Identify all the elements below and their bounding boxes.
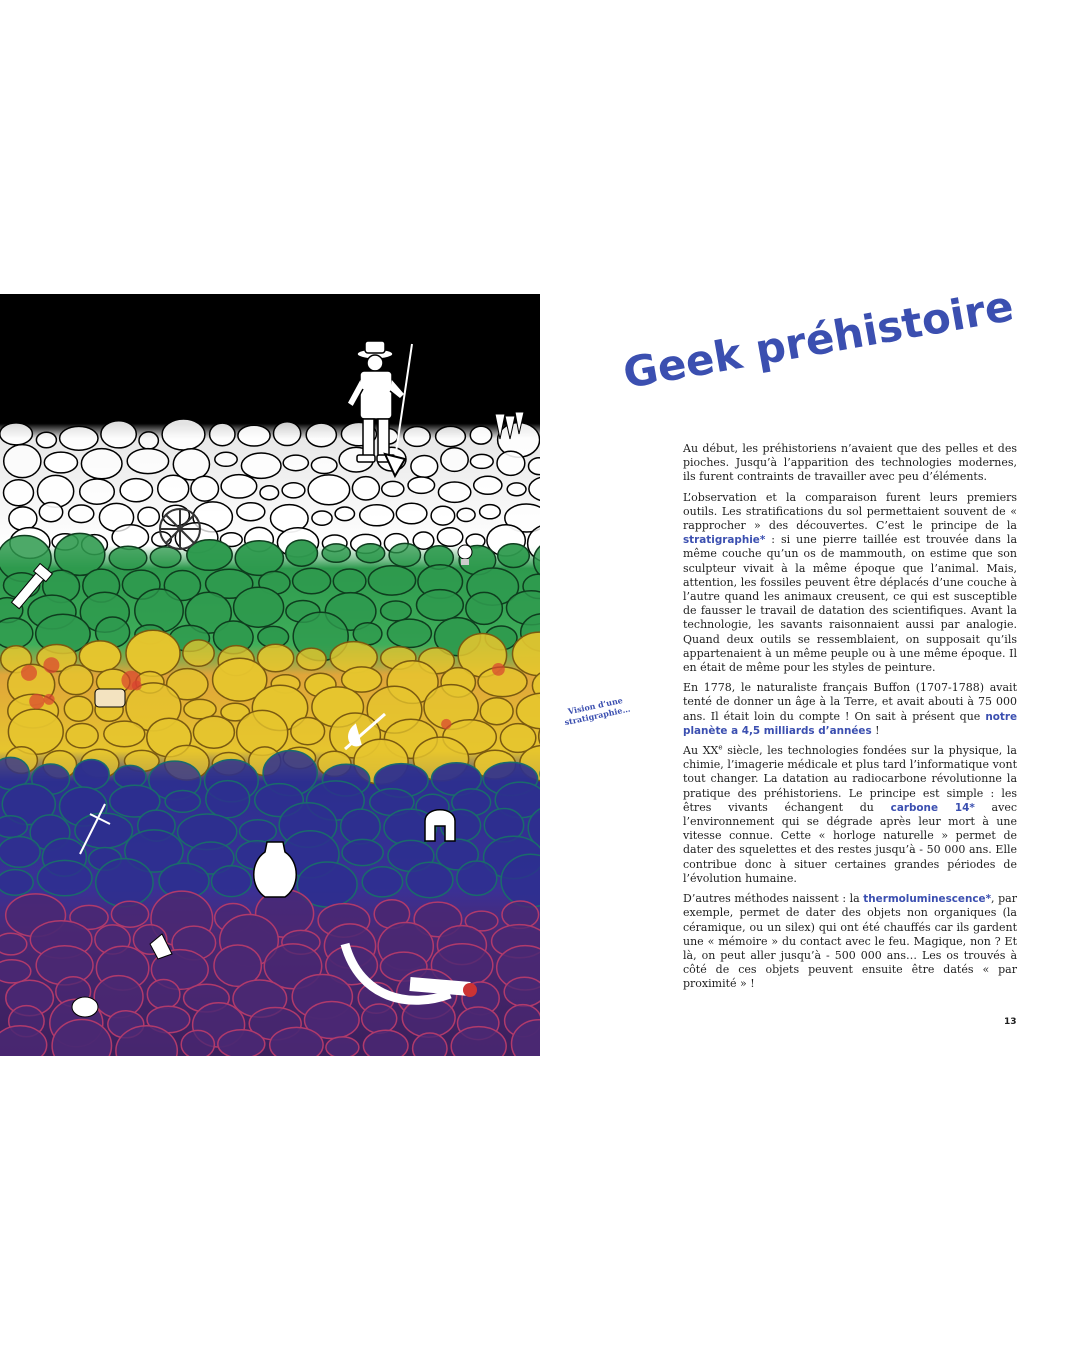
- stone: [109, 546, 147, 570]
- keyword-stratigraphie[interactable]: stratigraphie*: [683, 534, 766, 547]
- stone: [297, 648, 326, 670]
- stone: [36, 432, 56, 448]
- stone: [69, 505, 94, 523]
- clay-spot: [121, 671, 140, 690]
- stone: [413, 1033, 447, 1056]
- stone: [64, 696, 92, 721]
- stone: [162, 419, 205, 450]
- skull-icon: [72, 997, 98, 1017]
- clay-spot: [44, 694, 55, 705]
- keyword-carbone-14[interactable]: carbone 14*: [890, 801, 975, 814]
- ceramic-fragment-icon: [95, 689, 125, 707]
- stone: [158, 475, 189, 502]
- stone: [356, 544, 384, 563]
- stone: [215, 452, 237, 466]
- stone: [270, 1027, 323, 1056]
- stone: [333, 569, 366, 593]
- page-number: 13: [1004, 1017, 1017, 1027]
- stone: [9, 507, 37, 530]
- stone: [466, 592, 503, 624]
- stone: [0, 618, 33, 648]
- stone: [66, 724, 98, 748]
- stone: [498, 544, 530, 568]
- stone: [286, 540, 318, 566]
- stone: [362, 1004, 397, 1033]
- stone: [381, 601, 412, 621]
- stone: [438, 482, 470, 502]
- paragraph-1: Au début, les préhistoriens n’avaient que des pelles et des pioches. Jusqu’à l’apparition des technologies modernes, ils furent contraints de travailler avec peu d’éléments.: [683, 442, 1017, 484]
- stone: [260, 486, 279, 500]
- stone: [101, 421, 136, 448]
- stone: [44, 452, 77, 473]
- stone: [0, 933, 27, 955]
- stone: [127, 449, 168, 474]
- stone: [408, 477, 435, 493]
- stone: [431, 506, 455, 525]
- stone: [293, 568, 331, 594]
- stone: [111, 901, 148, 927]
- stone: [234, 587, 284, 627]
- stone: [221, 475, 257, 498]
- stone: [404, 427, 430, 447]
- stone: [0, 870, 33, 896]
- stone: [181, 1030, 214, 1056]
- stone: [0, 816, 27, 838]
- stone: [212, 866, 252, 897]
- illustration-caption: Vision d’une stratigraphie…: [563, 694, 632, 728]
- stone: [470, 454, 493, 468]
- stone: [457, 508, 475, 521]
- stone: [437, 528, 462, 547]
- stone: [308, 475, 350, 505]
- keyword-thermoluminescence[interactable]: thermoluminescence*: [863, 893, 992, 906]
- stone: [173, 449, 209, 480]
- stratigraphy-illustration: [0, 294, 540, 1056]
- stone: [417, 590, 464, 621]
- paragraph-5: D’autres méthodes naissent : la thermoluminescence*, par exemple, permet de dater des objets non organiques (la céramique, ou un silex) qui ont été chauffés car ils gardent une « mémoire » du contact avec le feu. Magique, non ? Et là, on peut aller jusqu’à - 500 000 ans… Les os trouvés à côté de ces objets peuvent ensuite être datés « par proximité » !: [683, 892, 1017, 991]
- stone: [38, 475, 74, 507]
- stone: [4, 480, 34, 506]
- stone: [74, 760, 110, 790]
- stone: [480, 505, 501, 519]
- stone: [457, 861, 497, 895]
- stone: [126, 630, 180, 676]
- stone: [39, 503, 62, 522]
- stone: [335, 507, 354, 521]
- keyword-planet-age[interactable]: notre planète a 4,5 milliards d’années: [683, 710, 1017, 737]
- page-title: Geek préhistoire: [619, 281, 1018, 398]
- stone: [474, 476, 502, 494]
- stone: [368, 566, 415, 595]
- stone: [75, 813, 133, 848]
- stone: [80, 479, 115, 504]
- stone: [311, 457, 337, 473]
- stone: [120, 479, 152, 502]
- stone: [4, 445, 41, 478]
- stone: [191, 476, 219, 501]
- stone: [352, 477, 379, 500]
- stone: [104, 721, 145, 747]
- stone: [218, 1030, 265, 1056]
- stone: [470, 426, 491, 444]
- stone: [150, 547, 181, 568]
- stone: [235, 541, 283, 576]
- stone: [387, 619, 431, 647]
- stone: [342, 839, 383, 865]
- stone: [406, 862, 453, 897]
- stone: [237, 503, 265, 521]
- bicycle-wheel-icon: [160, 509, 200, 549]
- stone: [291, 718, 325, 745]
- stone: [240, 820, 277, 843]
- stone: [206, 781, 250, 818]
- body-text: [683, 442, 1017, 998]
- stone: [147, 980, 180, 1009]
- stone: [96, 859, 153, 907]
- stone: [389, 543, 420, 566]
- stone: [411, 456, 438, 478]
- stone: [283, 455, 308, 471]
- clay-spot: [441, 719, 451, 729]
- stone: [306, 423, 336, 447]
- stone: [436, 426, 466, 446]
- stone: [480, 698, 513, 725]
- clay-spot: [492, 663, 505, 676]
- stone: [60, 426, 98, 450]
- stone: [138, 507, 159, 526]
- stone: [241, 453, 281, 478]
- stone: [183, 640, 214, 666]
- stone: [0, 960, 31, 983]
- stone: [341, 809, 381, 844]
- stone: [193, 716, 234, 748]
- stone: [497, 451, 525, 475]
- stone: [0, 837, 40, 868]
- stone: [360, 505, 394, 526]
- paragraph-3: En 1778, le naturaliste français Buffon (1707-1788) avait tenté de donner un âge à la Terre, et avait abouti à 75 000 ans. Il était loin du compte ! On sait à présent que notre planète a 4,5 milliards d’années !: [683, 681, 1017, 737]
- stone: [165, 791, 200, 813]
- stone: [382, 481, 404, 496]
- stone: [238, 425, 270, 446]
- stone: [322, 544, 350, 562]
- stone: [139, 432, 158, 449]
- stone: [396, 503, 427, 524]
- stone: [0, 423, 32, 445]
- stone: [362, 867, 402, 897]
- stone: [441, 448, 468, 472]
- clay-spot: [43, 657, 59, 673]
- stone: [326, 1037, 359, 1056]
- stone: [363, 1030, 408, 1056]
- stone: [504, 977, 540, 1006]
- paragraph-4: Au XXe siècle, les technologies fondées sur la physique, la chimie, l’imagerie médicale et plus tard l’informatique vont tout changer. La datation au radiocarbone révolutionne la pratique des préhistoriens. Le principe est simple : les êtres vivants échangent du carbone 14* avec l’environnement qui se dégrade après leur mort à une vitesse connue. Cette « horloge naturelle » permet de dater des squelettes et des restes jusqu’à - 50 000 ans. Elle contribue donc à situer certaines grandes périodes de l’évolution humaine.: [683, 743, 1017, 885]
- stone: [274, 422, 301, 446]
- stone: [312, 511, 332, 525]
- stone: [37, 860, 92, 895]
- paragraph-2: L’observation et la comparaison furent leurs premiers outils. Les stratifications du sol permettaient souvent de « rapprocher » des découvertes. C’est le principe de la stratigraphie* : si une pierre taillée est trouvée dans la même couche qu’un os de mammouth, on estime que son sculpteur vivait à la même époque que l’animal. Mais, attention, les fossiles peuvent être déplacés d’une couche à l’autre quand les animaux creusent, ce qui est susceptible de fausser le travail de datation des scientifiques. Avant la technologie, les savants raisonnaient aussi par analogie. Quand deux outils se ressemblaient, on supposait qu’ils appartenaient à un même peuple ou à une même époque. Il en était de même pour les styles de peinture.: [683, 490, 1017, 675]
- stone: [282, 483, 305, 498]
- clay-spot: [21, 665, 37, 681]
- stone: [507, 483, 526, 496]
- stone: [59, 665, 93, 695]
- clay-spot: [29, 694, 44, 709]
- stone: [210, 423, 235, 446]
- stone: [81, 449, 122, 479]
